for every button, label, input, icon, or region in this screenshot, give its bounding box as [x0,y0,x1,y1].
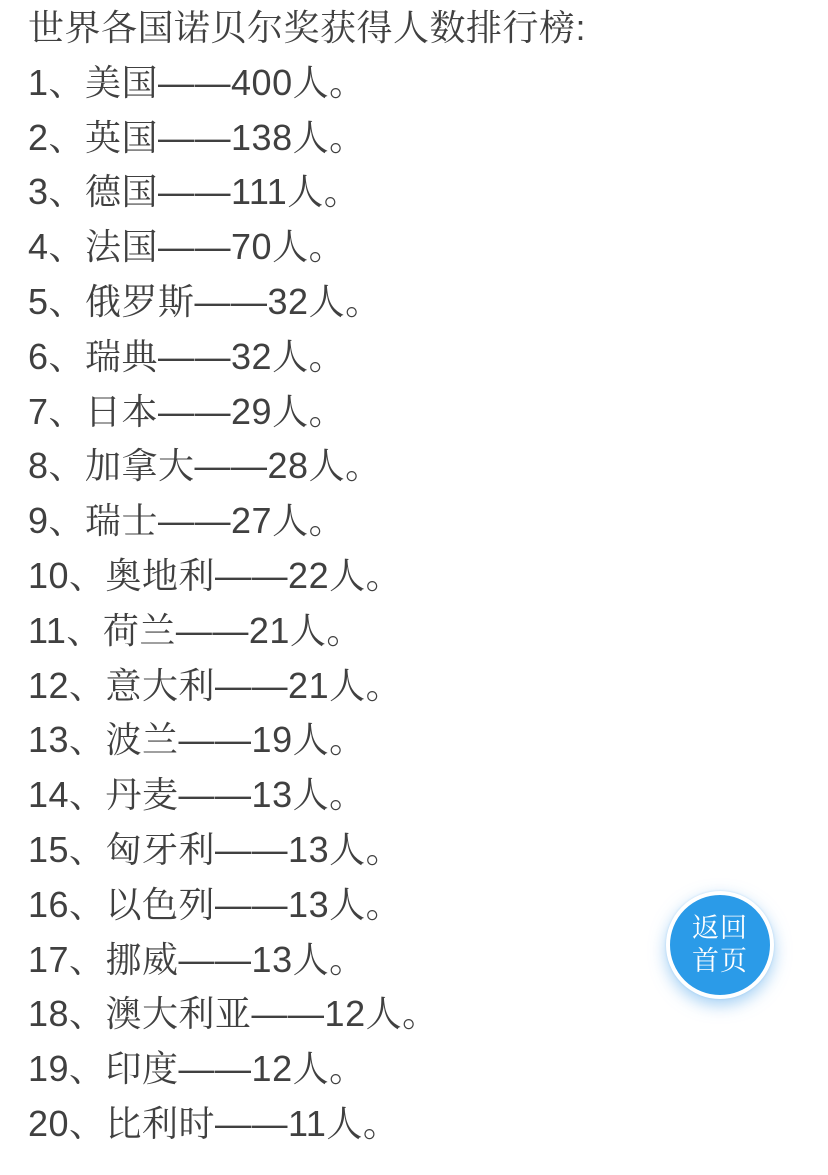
list-item: 20、比利时——11人。 [28,1102,400,1144]
list-item: 13、波兰——19人。 [28,719,366,761]
list-item: 14、丹麦——13人。 [28,774,366,816]
list-item: 19、印度——12人。 [28,1048,366,1090]
list-item: 5、俄罗斯——32人。 [28,280,382,322]
back-to-home-label-line2: 首页 [692,946,748,976]
list-item: 9、瑞士——27人。 [28,500,346,542]
back-to-home-label-line1: 返回 [692,913,748,943]
list-item: 6、瑞典——32人。 [28,335,346,377]
list-item: 17、挪威——13人。 [28,938,366,980]
list-item: 12、意大利——21人。 [28,664,403,706]
list-item: 16、以色列——13人。 [28,883,403,925]
list-item: 4、法国——70人。 [28,226,346,268]
back-to-home-button[interactable] [666,891,774,999]
list-item: 7、日本——29人。 [28,390,346,432]
list-item: 10、奥地利——22人。 [28,554,403,596]
list-item: 2、英国——138人。 [28,116,366,158]
list-item: 11、荷兰——21人。 [28,609,363,651]
list-item: 1、美国——400人。 [28,61,366,103]
list-item: 18、澳大利亚——12人。 [28,993,439,1035]
list-item: 8、加拿大——28人。 [28,445,382,487]
list-item: 15、匈牙利——13人。 [28,828,403,870]
list-item: 3、德国——111人。 [28,171,361,213]
page-title: 世界各国诺贝尔奖获得人数排行榜: [28,7,587,48]
